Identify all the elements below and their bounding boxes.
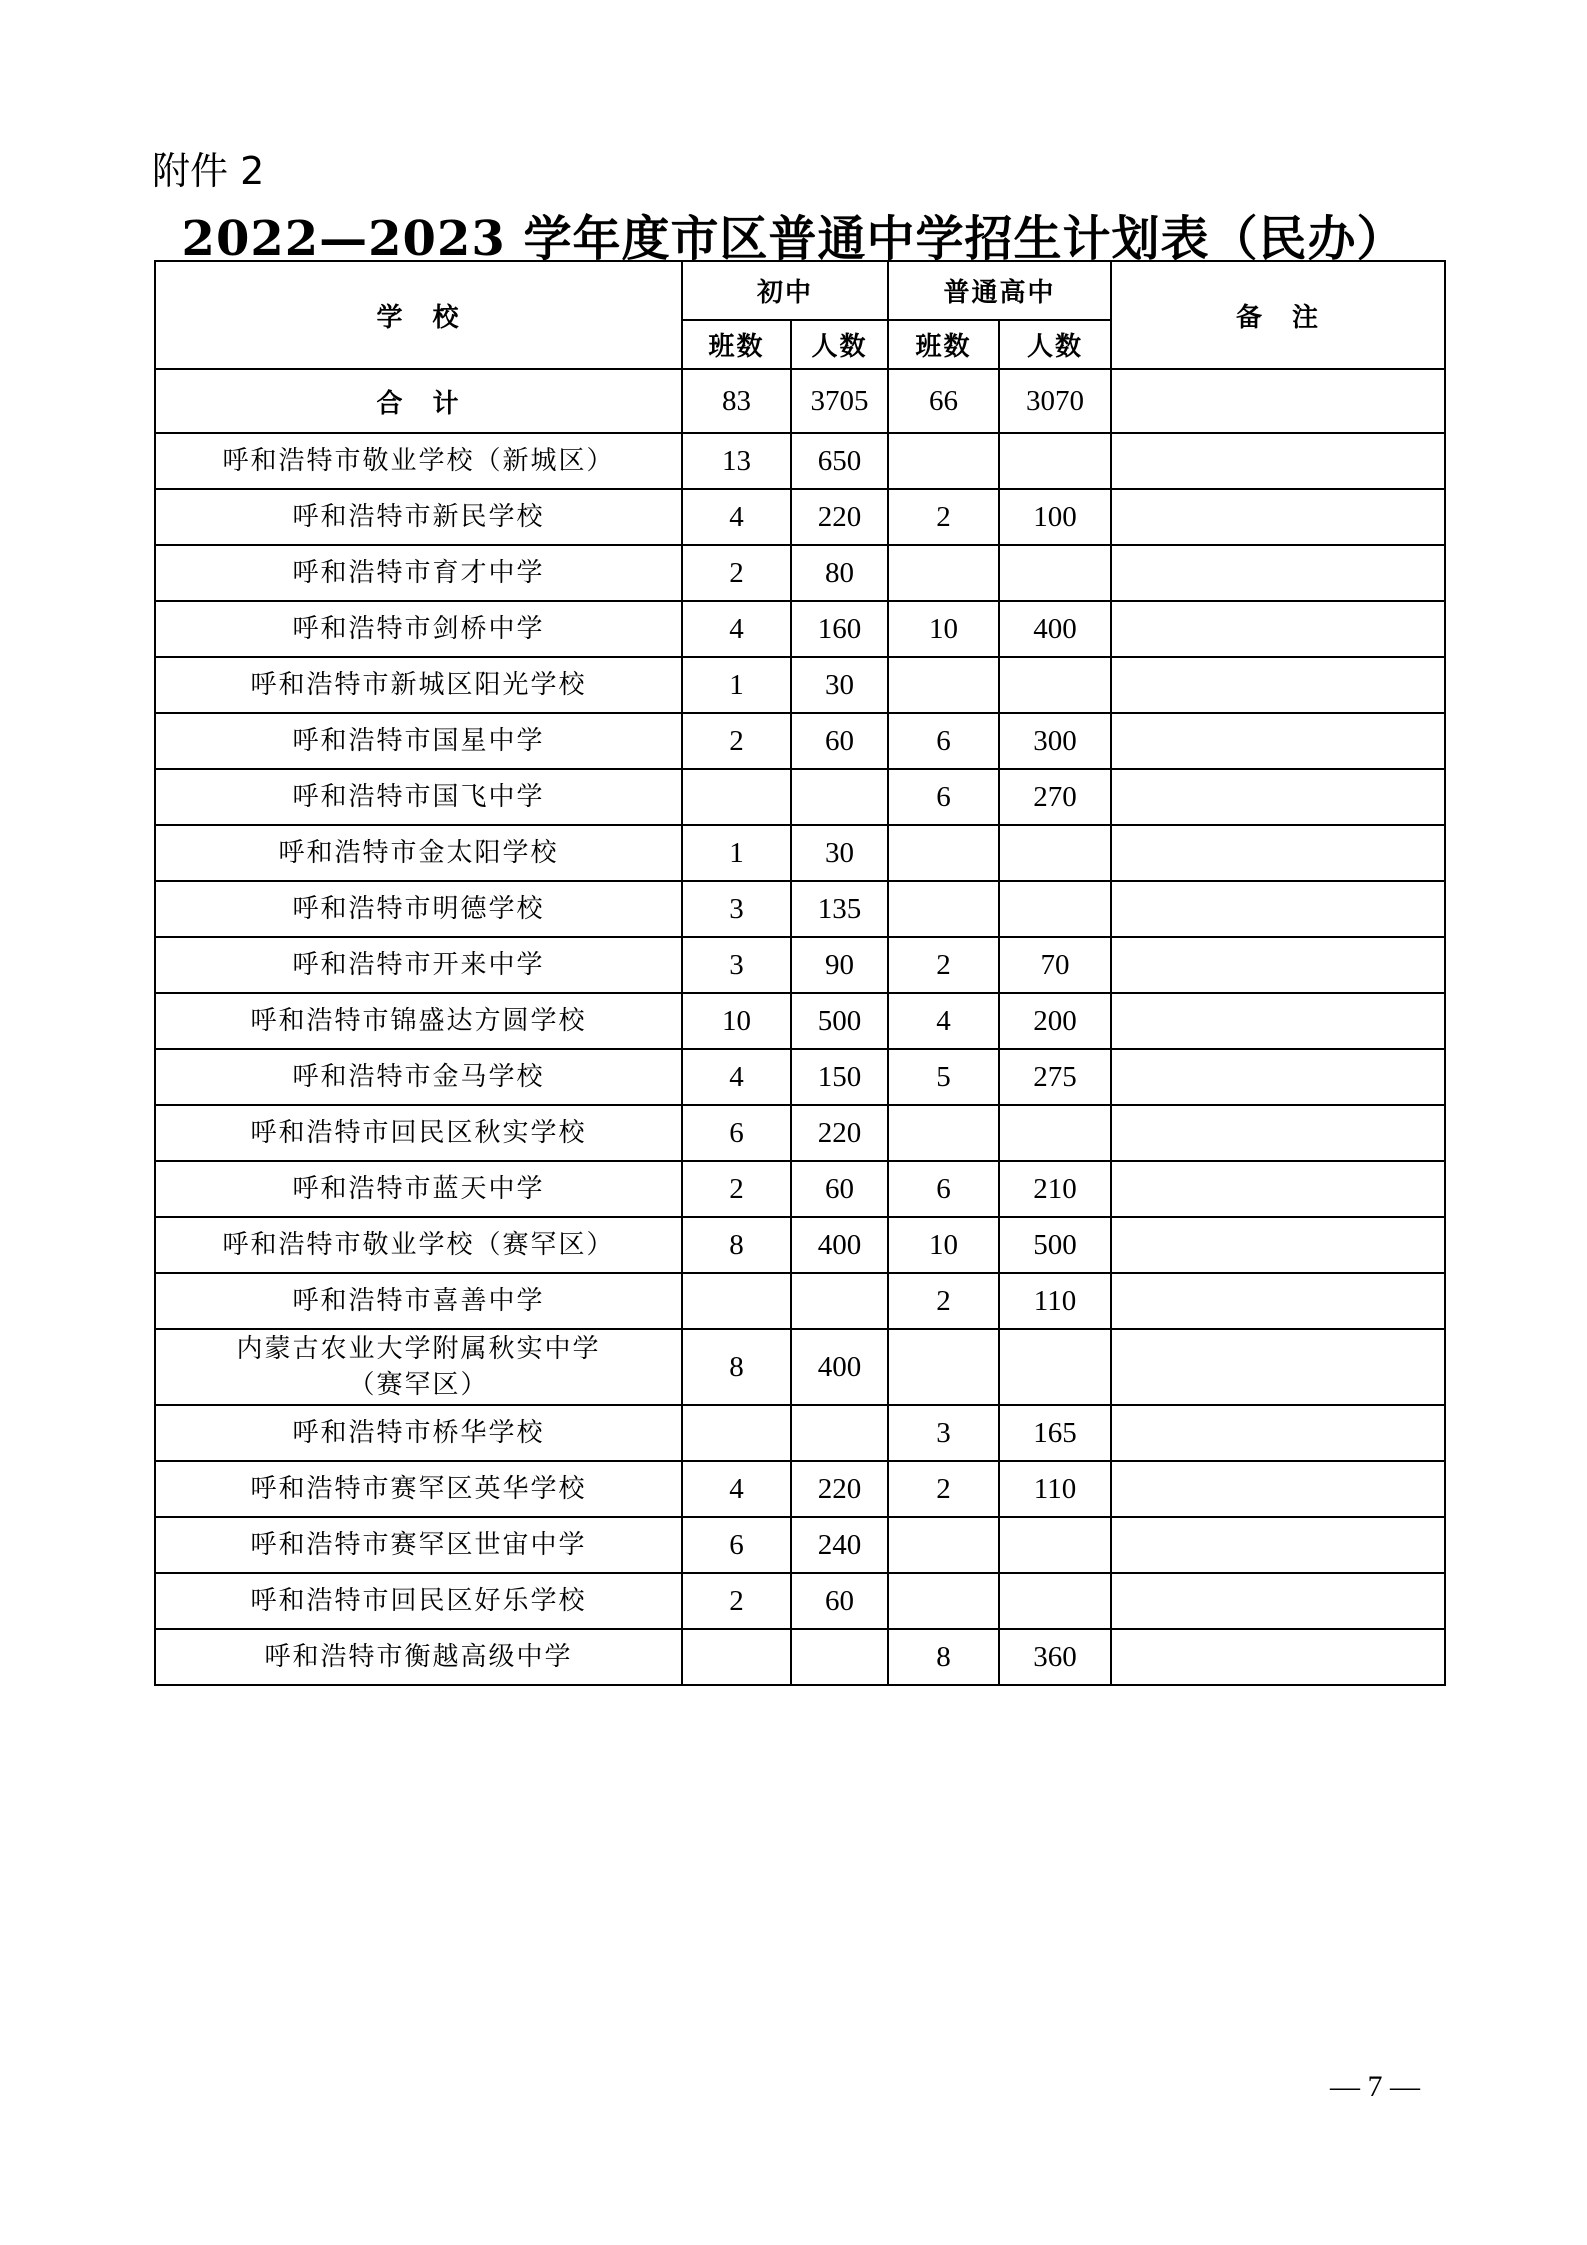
school-name: 呼和浩特市蓝天中学 xyxy=(292,1174,545,1204)
table-row xyxy=(155,1161,1445,1217)
table-row xyxy=(155,1329,1445,1405)
school-name: 呼和浩特市赛罕区英华学校 xyxy=(250,1474,587,1504)
remark-cell xyxy=(1111,433,1445,489)
attachment-label: 附件 2 xyxy=(152,149,265,193)
school-name: 呼和浩特市桥华学校 xyxy=(292,1418,545,1448)
remark-cell xyxy=(1111,1217,1445,1273)
senior-students-cell xyxy=(999,1105,1111,1161)
school-name-cell xyxy=(155,1573,682,1629)
school-name: 呼和浩特市国星中学 xyxy=(292,726,545,756)
school-name: 呼和浩特市新城区阳光学校 xyxy=(250,670,587,700)
senior-students-cell: 400 xyxy=(999,601,1111,657)
school-name-cell xyxy=(155,601,682,657)
header-senior-students: 人数 xyxy=(999,320,1111,369)
junior-students-cell: 135 xyxy=(791,881,888,937)
remark-cell xyxy=(1111,937,1445,993)
school-name: 呼和浩特市金马学校 xyxy=(292,1062,545,1092)
senior-students-cell xyxy=(999,545,1111,601)
junior-classes-cell xyxy=(682,1629,791,1685)
school-name: 呼和浩特市剑桥中学 xyxy=(292,614,545,644)
junior-students-cell: 80 xyxy=(791,545,888,601)
senior-students-cell: 275 xyxy=(999,1049,1111,1105)
junior-classes-cell xyxy=(682,1405,791,1461)
header-senior: 普通高中 xyxy=(888,261,1111,320)
school-name: 呼和浩特市开来中学 xyxy=(292,950,545,980)
school-name: 呼和浩特市敬业学校（新城区） xyxy=(222,446,615,476)
total-senior-classes: 66 xyxy=(888,369,999,433)
senior-students-cell: 500 xyxy=(999,1217,1111,1273)
junior-classes-cell: 4 xyxy=(682,1461,791,1517)
table-row xyxy=(155,489,1445,545)
header-junior-classes: 班数 xyxy=(682,320,791,369)
remark-cell xyxy=(1111,713,1445,769)
senior-classes-cell: 10 xyxy=(888,1217,999,1273)
junior-classes-cell: 1 xyxy=(682,825,791,881)
junior-classes-cell: 2 xyxy=(682,713,791,769)
school-name: 内蒙古农业大学附属秋实中学 xyxy=(236,1334,601,1364)
senior-students-cell: 210 xyxy=(999,1161,1111,1217)
junior-students-cell: 500 xyxy=(791,993,888,1049)
senior-classes-cell: 8 xyxy=(888,1629,999,1685)
junior-classes-cell: 2 xyxy=(682,1161,791,1217)
senior-classes-cell xyxy=(888,433,999,489)
header-junior: 初中 xyxy=(682,261,888,320)
senior-classes-cell xyxy=(888,1329,999,1405)
table-row xyxy=(155,1049,1445,1105)
school-name: 呼和浩特市国飞中学 xyxy=(292,782,545,812)
senior-students-cell: 100 xyxy=(999,489,1111,545)
remark-cell xyxy=(1111,993,1445,1049)
senior-classes-cell xyxy=(888,1517,999,1573)
school-name: 呼和浩特市育才中学 xyxy=(292,558,545,588)
junior-classes-cell: 2 xyxy=(682,1573,791,1629)
junior-students-cell: 220 xyxy=(791,489,888,545)
table-row xyxy=(155,1573,1445,1629)
remark-cell xyxy=(1111,545,1445,601)
junior-classes-cell: 4 xyxy=(682,601,791,657)
table-row xyxy=(155,1217,1445,1273)
school-name-cell xyxy=(155,937,682,993)
table-row xyxy=(155,545,1445,601)
remark-cell xyxy=(1111,601,1445,657)
remark-cell xyxy=(1111,1629,1445,1685)
junior-classes-cell: 6 xyxy=(682,1517,791,1573)
junior-classes-cell: 1 xyxy=(682,657,791,713)
school-name: 呼和浩特市喜善中学 xyxy=(292,1286,545,1316)
table-row xyxy=(155,993,1445,1049)
junior-students-cell: 650 xyxy=(791,433,888,489)
junior-classes-cell: 13 xyxy=(682,433,791,489)
table-row xyxy=(155,1405,1445,1461)
senior-students-cell xyxy=(999,433,1111,489)
senior-students-cell xyxy=(999,1329,1111,1405)
table-row xyxy=(155,937,1445,993)
senior-classes-cell: 6 xyxy=(888,1161,999,1217)
school-name: 呼和浩特市敬业学校（赛罕区） xyxy=(222,1230,615,1260)
school-name: 呼和浩特市明德学校 xyxy=(292,894,545,924)
junior-classes-cell: 8 xyxy=(682,1329,791,1405)
senior-students-cell xyxy=(999,825,1111,881)
table-row xyxy=(155,1461,1445,1517)
senior-classes-cell: 2 xyxy=(888,1273,999,1329)
table-row xyxy=(155,657,1445,713)
junior-students-cell: 220 xyxy=(791,1461,888,1517)
total-junior-classes: 83 xyxy=(682,369,791,433)
senior-classes-cell: 2 xyxy=(888,489,999,545)
senior-classes-cell: 6 xyxy=(888,769,999,825)
junior-students-cell: 60 xyxy=(791,1161,888,1217)
remark-cell xyxy=(1111,769,1445,825)
school-name-cell xyxy=(155,713,682,769)
school-name-cell xyxy=(155,1105,682,1161)
school-name-cell xyxy=(155,1517,682,1573)
school-name-cell xyxy=(155,1273,682,1329)
remark-cell xyxy=(1111,881,1445,937)
school-name-cell xyxy=(155,1629,682,1685)
remark-cell xyxy=(1111,1405,1445,1461)
senior-classes-cell xyxy=(888,825,999,881)
senior-classes-cell: 2 xyxy=(888,937,999,993)
senior-students-cell xyxy=(999,1573,1111,1629)
table-row xyxy=(155,1517,1445,1573)
school-name-cell xyxy=(155,1461,682,1517)
junior-classes-cell: 6 xyxy=(682,1105,791,1161)
remark-cell xyxy=(1111,1049,1445,1105)
senior-students-cell: 110 xyxy=(999,1273,1111,1329)
junior-classes-cell: 4 xyxy=(682,489,791,545)
senior-students-cell: 270 xyxy=(999,769,1111,825)
senior-classes-cell xyxy=(888,881,999,937)
school-name-cell xyxy=(155,993,682,1049)
senior-classes-cell xyxy=(888,545,999,601)
school-name-cell xyxy=(155,433,682,489)
total-junior-students: 3705 xyxy=(791,369,888,433)
remark-cell xyxy=(1111,657,1445,713)
table-row xyxy=(155,769,1445,825)
remark-cell xyxy=(1111,1105,1445,1161)
total-remark xyxy=(1111,369,1445,433)
header-remark: 备 注 xyxy=(1111,261,1445,369)
junior-students-cell: 60 xyxy=(791,1573,888,1629)
school-name-cell xyxy=(155,825,682,881)
school-name: 呼和浩特市回民区好乐学校 xyxy=(250,1586,587,1616)
senior-classes-cell: 2 xyxy=(888,1461,999,1517)
table-row xyxy=(155,1629,1445,1685)
junior-classes-cell: 8 xyxy=(682,1217,791,1273)
school-name: 呼和浩特市新民学校 xyxy=(292,502,545,532)
senior-classes-cell: 3 xyxy=(888,1405,999,1461)
senior-students-cell xyxy=(999,1517,1111,1573)
junior-students-cell xyxy=(791,1405,888,1461)
school-name-cell xyxy=(155,489,682,545)
school-name: 呼和浩特市锦盛达方圆学校 xyxy=(250,1006,587,1036)
junior-students-cell: 90 xyxy=(791,937,888,993)
total-senior-students: 3070 xyxy=(999,369,1111,433)
junior-students-cell xyxy=(791,769,888,825)
junior-classes-cell xyxy=(682,769,791,825)
table-row xyxy=(155,713,1445,769)
remark-cell xyxy=(1111,1573,1445,1629)
header-school: 学 校 xyxy=(155,261,682,369)
junior-classes-cell: 2 xyxy=(682,545,791,601)
school-name-cell xyxy=(155,881,682,937)
table-row xyxy=(155,825,1445,881)
senior-students-cell: 70 xyxy=(999,937,1111,993)
total-row xyxy=(155,369,1445,433)
junior-students-cell: 60 xyxy=(791,713,888,769)
senior-classes-cell: 10 xyxy=(888,601,999,657)
school-name-cell xyxy=(155,1049,682,1105)
senior-students-cell xyxy=(999,881,1111,937)
junior-classes-cell: 4 xyxy=(682,1049,791,1105)
remark-cell xyxy=(1111,489,1445,545)
junior-students-cell: 150 xyxy=(791,1049,888,1105)
senior-students-cell xyxy=(999,657,1111,713)
junior-classes-cell: 10 xyxy=(682,993,791,1049)
school-name-cell xyxy=(155,1329,682,1405)
junior-classes-cell: 3 xyxy=(682,881,791,937)
table-row xyxy=(155,1105,1445,1161)
school-name: 呼和浩特市赛罕区世宙中学 xyxy=(250,1530,587,1560)
remark-cell xyxy=(1111,1273,1445,1329)
remark-cell xyxy=(1111,1517,1445,1573)
senior-classes-cell xyxy=(888,1105,999,1161)
table-row xyxy=(155,881,1445,937)
school-name: 呼和浩特市回民区秋实学校 xyxy=(250,1118,587,1148)
senior-classes-cell: 4 xyxy=(888,993,999,1049)
remark-cell xyxy=(1111,1161,1445,1217)
junior-students-cell xyxy=(791,1629,888,1685)
school-name-cell xyxy=(155,769,682,825)
junior-classes-cell: 3 xyxy=(682,937,791,993)
senior-classes-cell xyxy=(888,657,999,713)
senior-students-cell: 360 xyxy=(999,1629,1111,1685)
junior-students-cell: 400 xyxy=(791,1217,888,1273)
school-name-cell xyxy=(155,657,682,713)
junior-classes-cell xyxy=(682,1273,791,1329)
senior-classes-cell: 5 xyxy=(888,1049,999,1105)
senior-students-cell: 165 xyxy=(999,1405,1111,1461)
remark-cell xyxy=(1111,1329,1445,1405)
header-senior-classes: 班数 xyxy=(888,320,999,369)
header-junior-students: 人数 xyxy=(791,320,888,369)
document-title: 2022—2023 学年度市区普通中学招生计划表（民办） xyxy=(181,211,1406,267)
school-name-line2: （赛罕区） xyxy=(348,1370,489,1400)
senior-classes-cell: 6 xyxy=(888,713,999,769)
junior-students-cell: 160 xyxy=(791,601,888,657)
school-name-cell xyxy=(155,1161,682,1217)
page-number: — 7 — xyxy=(1330,2070,1420,2103)
senior-students-cell: 110 xyxy=(999,1461,1111,1517)
junior-students-cell: 400 xyxy=(791,1329,888,1405)
school-name: 呼和浩特市衡越高级中学 xyxy=(264,1642,573,1672)
junior-students-cell xyxy=(791,1273,888,1329)
remark-cell xyxy=(1111,1461,1445,1517)
senior-students-cell: 300 xyxy=(999,713,1111,769)
school-name: 呼和浩特市金太阳学校 xyxy=(278,838,559,868)
school-name-cell xyxy=(155,1217,682,1273)
school-name-cell xyxy=(155,545,682,601)
senior-students-cell: 200 xyxy=(999,993,1111,1049)
total-label: 合 计 xyxy=(155,369,682,433)
junior-students-cell: 30 xyxy=(791,825,888,881)
junior-students-cell: 240 xyxy=(791,1517,888,1573)
school-name-cell xyxy=(155,1405,682,1461)
junior-students-cell: 220 xyxy=(791,1105,888,1161)
enrollment-plan-table xyxy=(154,260,1446,1686)
table-row xyxy=(155,433,1445,489)
senior-classes-cell xyxy=(888,1573,999,1629)
table-row xyxy=(155,1273,1445,1329)
remark-cell xyxy=(1111,825,1445,881)
junior-students-cell: 30 xyxy=(791,657,888,713)
table-row xyxy=(155,601,1445,657)
